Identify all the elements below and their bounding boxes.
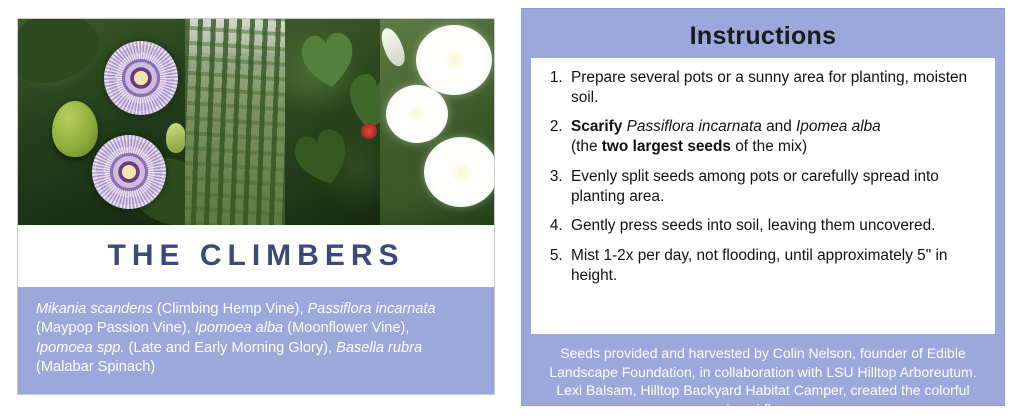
list-item [567,68,983,107]
passionflower-and-fruit-photo [18,19,185,225]
climbers-card [17,18,495,395]
instructions-list [541,68,983,285]
instructions-card [521,8,1005,417]
species-list [36,300,478,377]
white-moonflower-photo [380,19,494,225]
step-1-text: Prepare several pots or a sunny area for planting, moisten soil. [571,69,968,106]
species-common-ipomoea-spp: (Late and Early Morning Glory), [124,339,337,356]
species-name-ipomoea-alba: Ipomoea alba [194,320,284,337]
step-2-and: and [761,118,797,136]
passionflower-bloom [92,135,166,209]
species-name-basella: Basella rubra [336,339,423,356]
species-list-band [18,287,494,395]
species-common-mikania: (Climbing Hemp Vine), [152,301,308,317]
species-name-ipomoea-spp: Ipomoea spp. [36,339,125,356]
step-3-text: Evenly split seeds among pots or carefully spread into planting area. [571,167,939,205]
heart-shaped-leaves-photo [285,19,380,225]
step-2-paren-open: (the [571,138,602,156]
step-2-species-passiflora: Passiflora incarnata [626,118,762,136]
step-2-emphasis: two largest seeds [601,138,731,156]
vine-texture [185,19,285,225]
green-vine-trellis-photo [185,19,285,225]
page-title: THE CLIMBERS [107,239,405,272]
instructions-box [531,58,995,334]
passionflower-bloom [104,41,178,115]
red-flower [361,123,377,139]
list-item [567,246,983,285]
moonflower-bloom [386,85,448,143]
list-item [567,167,983,206]
species-common-ipomoea-alba: (Moonflower Vine), [283,320,410,337]
credit-text: Seeds provided and harvested by Colin Nelson, founder of Edible Landscape Foundation, in collaboration with LSU Hilltop Arboreutum. Lexi Balsam, Hilltop Backyard Habitat Camper, created the colorful origami flowers. [549,345,977,417]
climbers-title-band [18,225,494,287]
green-fruit [52,101,98,157]
moonflower-bloom [416,25,492,95]
list-item [567,117,983,156]
step-5-text: Mist 1-2x per day, not flooding, until approximately 5" in height. [571,247,948,284]
step-4-text: Gently press seeds into soil, leaving them uncovered. [571,217,936,235]
step-2-species-ipomea: Ipomea alba [796,118,881,136]
species-common-passiflora: (Maypop Passion Vine), [36,320,195,337]
moonflower-bloom [424,137,494,207]
species-name-passiflora: Passiflora incarnata [307,301,436,317]
species-name-mikania: Mikania scandens [36,301,153,317]
step-2-paren-close: of the mix) [730,138,808,156]
list-item [567,216,983,236]
instructions-title: Instructions [689,22,837,50]
step-2-scarify: Scarify [571,118,627,136]
flower-bud [166,123,185,153]
species-common-basella: (Malabar Spinach) [36,358,156,375]
photo-strip [18,19,494,225]
